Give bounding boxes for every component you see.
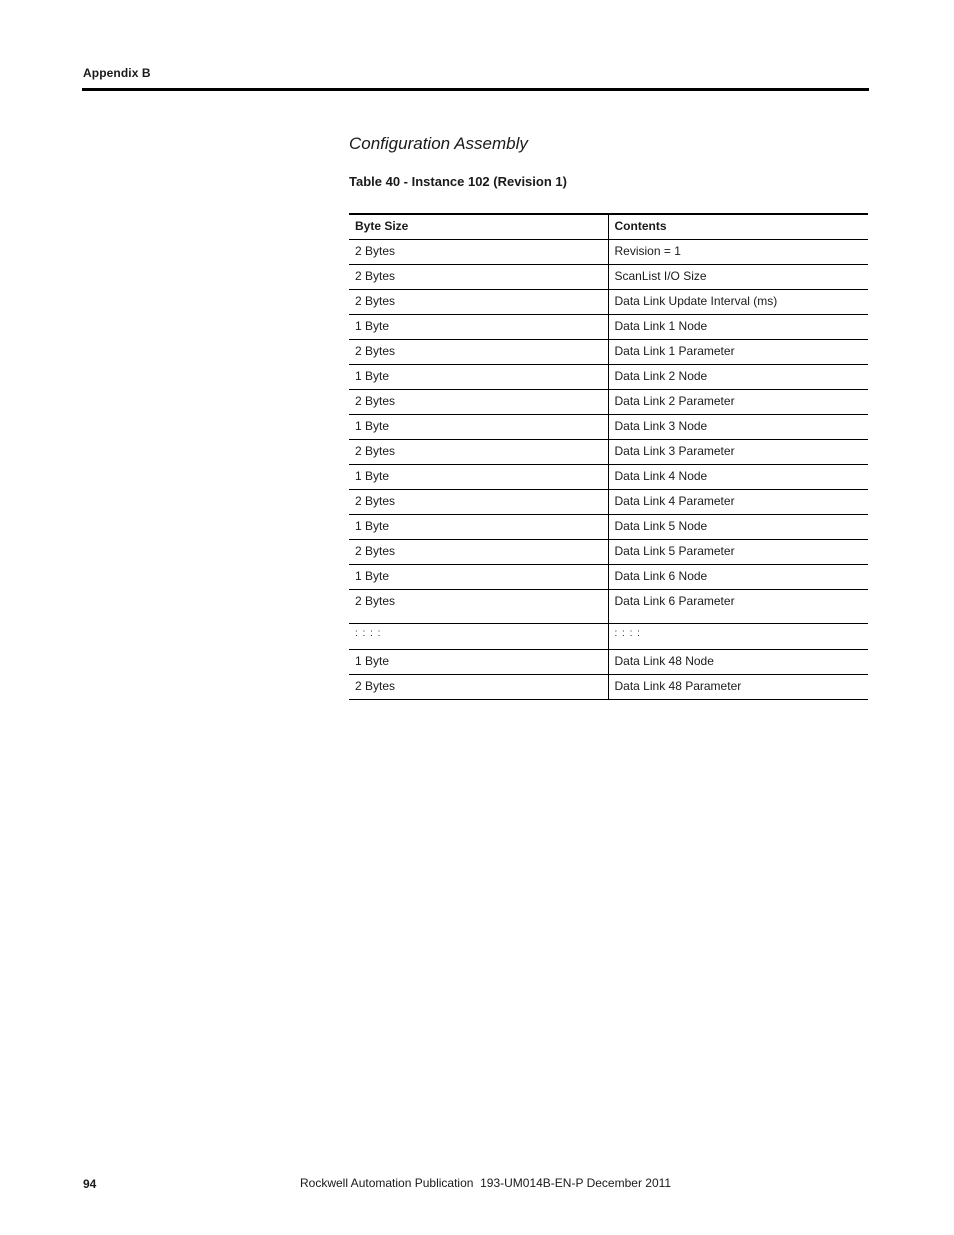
contents-cell: Data Link 1 Node — [608, 314, 868, 339]
byte-size-cell: 2 Bytes — [349, 539, 608, 564]
table-row-ellipsis — [349, 623, 868, 649]
table-row — [349, 674, 868, 699]
byte-size-cell: 1 Byte — [349, 314, 608, 339]
contents-cell: Data Link 4 Parameter — [608, 489, 868, 514]
table-row — [349, 539, 868, 564]
contents-cell: : : : : — [608, 623, 868, 649]
column-header-contents: Contents — [608, 214, 868, 239]
byte-size-cell: 2 Bytes — [349, 589, 608, 623]
byte-size-cell: 2 Bytes — [349, 239, 608, 264]
contents-cell: Data Link 1 Parameter — [608, 339, 868, 364]
contents-cell: Data Link Update Interval (ms) — [608, 289, 868, 314]
byte-size-cell: 1 Byte — [349, 364, 608, 389]
header-rule — [82, 88, 869, 91]
byte-size-cell: 1 Byte — [349, 649, 608, 674]
contents-cell: Revision = 1 — [608, 239, 868, 264]
byte-size-cell: 2 Bytes — [349, 489, 608, 514]
contents-cell: Data Link 3 Parameter — [608, 439, 868, 464]
table-row — [349, 289, 868, 314]
table-row — [349, 464, 868, 489]
byte-size-cell: : : : : — [349, 623, 608, 649]
contents-cell: Data Link 48 Parameter — [608, 674, 868, 699]
contents-cell: Data Link 4 Node — [608, 464, 868, 489]
byte-size-cell: 2 Bytes — [349, 439, 608, 464]
contents-cell: Data Link 2 Parameter — [608, 389, 868, 414]
byte-size-cell: 1 Byte — [349, 514, 608, 539]
byte-size-cell: 1 Byte — [349, 414, 608, 439]
table-caption: Table 40 - Instance 102 (Revision 1) — [349, 174, 567, 189]
table-row — [349, 489, 868, 514]
byte-size-cell: 2 Bytes — [349, 389, 608, 414]
running-header: Appendix B — [83, 66, 151, 80]
configuration-assembly-table — [349, 213, 868, 700]
table-row — [349, 589, 868, 623]
contents-cell: Data Link 3 Node — [608, 414, 868, 439]
column-header-byte-size: Byte Size — [349, 214, 608, 239]
contents-cell: Data Link 5 Node — [608, 514, 868, 539]
table-row — [349, 389, 868, 414]
contents-cell: Data Link 48 Node — [608, 649, 868, 674]
byte-size-cell: 2 Bytes — [349, 674, 608, 699]
table-row — [349, 264, 868, 289]
table-header-row — [349, 214, 868, 239]
table-row — [349, 564, 868, 589]
byte-size-cell: 2 Bytes — [349, 264, 608, 289]
byte-size-cell: 2 Bytes — [349, 339, 608, 364]
byte-size-cell: 1 Byte — [349, 464, 608, 489]
table-row — [349, 339, 868, 364]
publication-footer: Rockwell Automation Publication 193-UM014B-EN-P December 2011 — [300, 1176, 672, 1190]
contents-cell: Data Link 6 Node — [608, 564, 868, 589]
contents-cell: Data Link 5 Parameter — [608, 539, 868, 564]
table-row — [349, 239, 868, 264]
section-title: Configuration Assembly — [349, 134, 528, 153]
contents-cell: Data Link 6 Parameter — [608, 589, 868, 623]
page-number: 94 — [83, 1177, 97, 1191]
table-row — [349, 514, 868, 539]
table-row — [349, 414, 868, 439]
table-row — [349, 364, 868, 389]
byte-size-cell: 1 Byte — [349, 564, 608, 589]
byte-size-cell: 2 Bytes — [349, 289, 608, 314]
table-row — [349, 314, 868, 339]
table-row — [349, 649, 868, 674]
contents-cell: Data Link 2 Node — [608, 364, 868, 389]
contents-cell: ScanList I/O Size — [608, 264, 868, 289]
table-row — [349, 439, 868, 464]
